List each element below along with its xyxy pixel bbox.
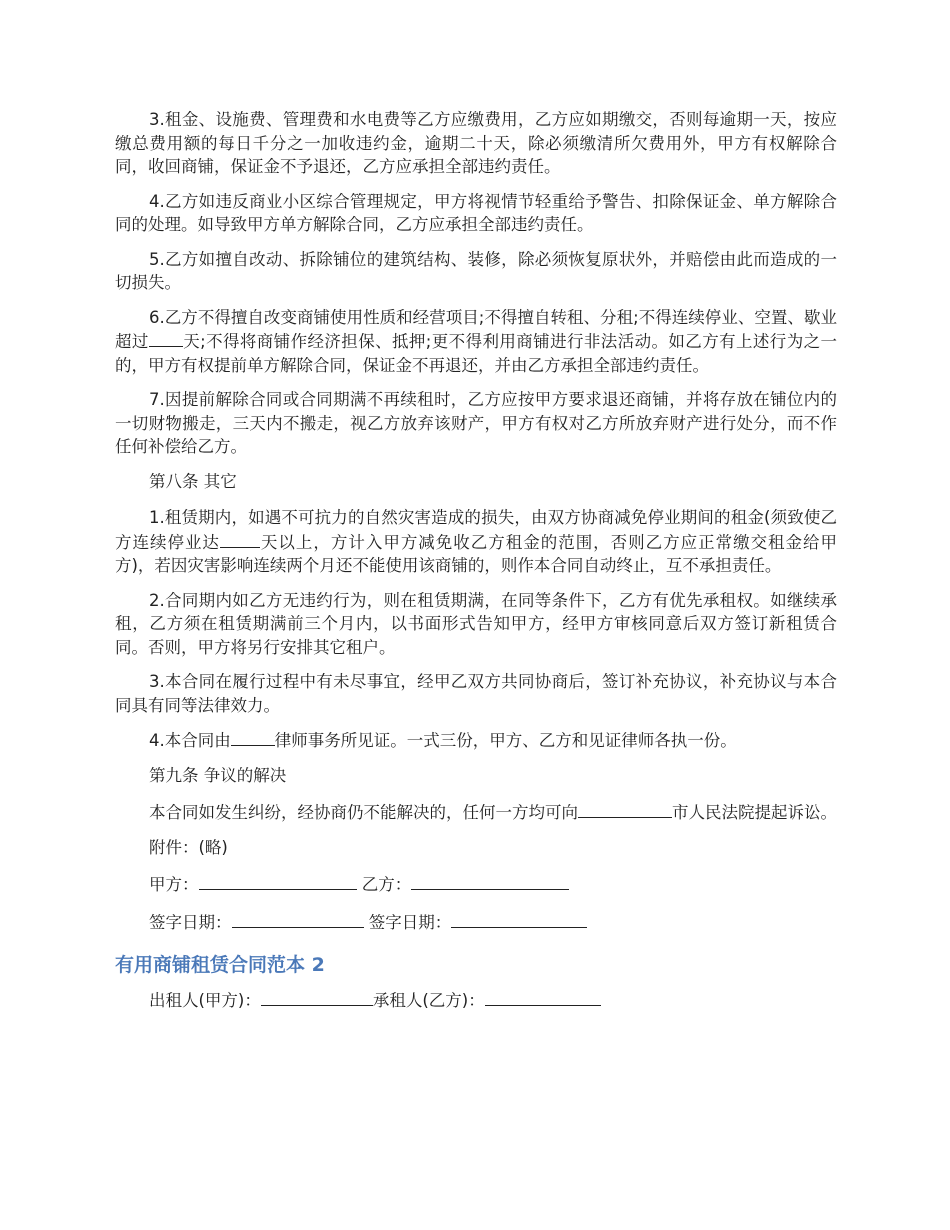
party-b-blank [411, 872, 569, 890]
clause-6-text-a: 6.乙方不得擅自改变商铺使用性质和经营项目;不得擅自转租、分租;不得连续停业、空置、歇业超过 [115, 307, 837, 351]
signature-parties-line [115, 872, 837, 897]
article-8-clause-2: 2.合同期内如乙方无违约行为，则在租赁期满，在同等条件下，乙方有优先承租权。如继续承租，乙方须在租赁期满前三个月内，以书面形式告知甲方，经甲方审核同意后双方签订新租赁合同。否则，甲方将另行安排其它租户。 [115, 590, 837, 657]
sign-date-2-label: 签字日期： [368, 912, 452, 932]
party-a-blank [199, 872, 357, 890]
attachment-line: 附件：(略) [149, 837, 228, 857]
a8c4-text-a: 4.本合同由 [149, 731, 231, 750]
blank-days [220, 530, 260, 548]
lessor-blank [261, 988, 373, 1006]
article-8-clause-3: 3.本合同在履行过程中有未尽事宜，经甲乙双方共同协商后，签订补充协议，补充协议与本合同具有同等法律效力。 [115, 672, 837, 715]
clause-6 [115, 306, 837, 378]
lessee-blank [485, 988, 601, 1006]
lessee-label: 承租人(乙方)： [372, 991, 485, 1010]
a9-text-a: 本合同如发生纠纷，经协商仍不能解决的，任何一方均可向 [149, 803, 578, 822]
article-8-clause-4 [115, 728, 837, 753]
a9-text-b: 市人民法院提起诉讼。 [672, 803, 837, 822]
clause-5: 5.乙方如擅自改动、拆除铺位的建筑结构、装修，除必须恢复原状外，并赔偿由此而造成的一切损失。 [115, 249, 837, 292]
lessor-label: 出租人(甲方)： [149, 991, 261, 1010]
article-9-title: 第九条 争议的解决 [149, 765, 287, 785]
a8c4-text-b: 律师事务所见证。一式三份，甲方、乙方和见证律师各执一份。 [274, 731, 737, 750]
blank-city [578, 800, 672, 818]
clause-4: 4.乙方如违反商业小区综合管理规定，甲方将视情节轻重给予警告、扣除保证金、单方解除合同的处理。如导致甲方单方解除合同，乙方应承担全部违约责任。 [115, 191, 837, 234]
clause-7: 7.因提前解除合同或合同期满不再续租时，乙方应按甲方要求退还商铺，并将存放在铺位内的一切财物搬走，三天内不搬走，视乙方放弃该财产，甲方有权对乙方所放弃财产进行处分，而不作任何补偿给乙方。 [115, 390, 837, 456]
sign-date-1-blank [232, 910, 364, 928]
clause-3: 3.租金、设施费、管理费和水电费等乙方应缴费用，乙方应如期缴交，否则每逾期一天，按应缴总费用额的每日千分之一加收违约金，逾期二十天，除必须缴清所欠费用外，甲方有权解除合同，收回商铺，保证金不予退还，乙方应承担全部违约责任。 [115, 110, 837, 176]
document-body [115, 108, 837, 1026]
article-8-title: 第八条 其它 [149, 471, 237, 491]
blank-days [149, 329, 183, 347]
party-a-label: 甲方： [149, 875, 199, 894]
a8c1-text-b: 天以上，方计入甲方减免收乙方租金的范围，否则乙方应正常缴交租金给甲方)，若因灾害影响连续两个月还不能使用该商铺的，则作本合同自动终止，互不承担责任。 [115, 532, 838, 575]
party-b-label: 乙方： [361, 875, 412, 894]
blank-law-firm [231, 728, 275, 746]
signature-dates-line [115, 910, 837, 935]
clause-6-text-b: 天;不得将商铺作经济担保、抵押;更不得利用商铺进行非法活动。如乙方有上述行为之一的，甲方有权提前单方解除合同，保证金不再退还，并由乙方承担全部违约责任。 [115, 332, 838, 375]
lessor-lessee-line [115, 988, 837, 1013]
section-title: 有用商铺租赁合同范本 2 [115, 954, 325, 976]
article-8-clause-1 [115, 506, 837, 578]
a8c1-text-a: 1.租赁期内，如遇不可抗力的自然灾害造成的损失，由双方协商减免停业期间的租金(须致使乙方连续停业达 [115, 508, 837, 552]
sign-date-2-blank [451, 910, 587, 928]
sign-date-1-label: 签字日期： [149, 912, 232, 932]
article-9-clause [115, 800, 837, 825]
